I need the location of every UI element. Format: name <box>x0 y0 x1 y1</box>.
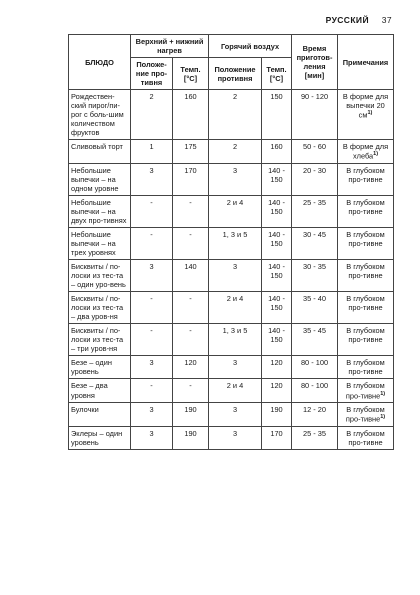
shelf-position-cell: 3 <box>209 260 262 292</box>
shelf-position-header: Положение противня <box>209 58 262 90</box>
time-cell: 30 - 35 <box>292 260 338 292</box>
time-cell: 12 - 20 <box>292 403 338 427</box>
note-text: В глубоком про-тивне <box>346 230 385 249</box>
shelf-position-cell: 3 <box>131 260 173 292</box>
shelf-position-cell: 2 <box>131 90 173 140</box>
time-cell: 35 - 40 <box>292 292 338 324</box>
footnote-marker: 1) <box>367 110 373 117</box>
temperature-cell: - <box>173 379 209 403</box>
time-cell: 90 - 120 <box>292 90 338 140</box>
time-cell: 30 - 45 <box>292 228 338 260</box>
temperature-cell: 140 - 150 <box>262 260 292 292</box>
note-cell <box>338 292 394 324</box>
dish-cell: Булочки <box>69 403 131 427</box>
shelf-position-cell: 3 <box>131 426 173 449</box>
note-text: В глубоком про-тивне <box>345 405 385 424</box>
table-row <box>69 140 394 164</box>
table-row <box>69 228 394 260</box>
note-text: В форме для выпечки 20 см <box>342 92 389 120</box>
shelf-position-cell: 2 и 4 <box>209 195 262 227</box>
temperature-cell: 170 <box>262 426 292 449</box>
temperature-cell: - <box>173 324 209 356</box>
time-cell: 80 - 100 <box>292 379 338 403</box>
time-cell: 20 - 30 <box>292 163 338 195</box>
table-row <box>69 260 394 292</box>
temperature-cell: 140 <box>173 260 209 292</box>
shelf-position-cell: 2 и 4 <box>209 379 262 403</box>
note-text: В глубоком про-тивне <box>346 262 385 281</box>
temperature-cell: 140 - 150 <box>262 163 292 195</box>
temperature-cell: 140 - 150 <box>262 195 292 227</box>
temperature-cell: 175 <box>173 140 209 164</box>
shelf-position-cell: 3 <box>131 356 173 379</box>
dish-cell: Небольшие выпечки – на трех уровнях <box>69 228 131 260</box>
shelf-position-cell: 2 <box>209 90 262 140</box>
temperature-cell: 120 <box>262 379 292 403</box>
shelf-position-cell: - <box>131 292 173 324</box>
note-cell <box>338 379 394 403</box>
footnote-marker: 1) <box>373 151 379 158</box>
dish-cell: Небольшие выпечки – на одном уровне <box>69 163 131 195</box>
shelf-position-cell: 1, 3 и 5 <box>209 324 262 356</box>
note-text: В глубоком про-тивне <box>346 294 385 313</box>
table-row <box>69 403 394 427</box>
temperature-cell: 120 <box>173 356 209 379</box>
note-text: В глубоком про-тивне <box>346 326 385 345</box>
note-text: В глубоком про-тивне <box>345 381 385 400</box>
note-cell <box>338 228 394 260</box>
shelf-position-cell: - <box>131 228 173 260</box>
shelf-position-cell: 3 <box>131 403 173 427</box>
note-cell <box>338 195 394 227</box>
dish-cell: Сливовый торт <box>69 140 131 164</box>
time-cell: 35 - 45 <box>292 324 338 356</box>
temperature-header: Темп. [°C] <box>262 58 292 90</box>
dish-cell: Безе – два уровня <box>69 379 131 403</box>
table-body <box>69 90 394 449</box>
note-text: В форме для хлеба <box>342 142 389 161</box>
note-cell <box>338 90 394 140</box>
shelf-position-header: Положе-ние про-тивня <box>131 58 173 90</box>
temperature-cell: 160 <box>173 90 209 140</box>
dish-header: БЛЮДО <box>69 35 131 90</box>
note-text: В глубоком про-тивне <box>346 197 385 216</box>
note-text: В глубоком про-тивне <box>346 165 385 184</box>
temperature-cell: 190 <box>173 403 209 427</box>
footnote-marker: 1) <box>380 414 386 421</box>
temperature-cell: 120 <box>262 356 292 379</box>
footnote-marker: 1) <box>380 390 386 397</box>
shelf-position-cell: 1 <box>131 140 173 164</box>
temperature-cell: 160 <box>262 140 292 164</box>
note-text: В глубоком про-тивне <box>346 358 385 377</box>
temperature-header: Темп. [°C] <box>173 58 209 90</box>
dish-cell: Бисквиты / по-лоски из тес-та – два уров-ня <box>69 292 131 324</box>
shelf-position-cell: 2 и 4 <box>209 292 262 324</box>
notes-header: Примечания <box>338 35 394 90</box>
dish-cell: Рождествен-ский пирог/пи-рог с боль-шим количеством фруктов <box>69 90 131 140</box>
shelf-position-cell: - <box>131 195 173 227</box>
time-header: Время приготов-ления [мин] <box>292 35 338 90</box>
shelf-position-cell: 3 <box>209 163 262 195</box>
shelf-position-cell: 1, 3 и 5 <box>209 228 262 260</box>
temperature-cell: 170 <box>173 163 209 195</box>
shelf-position-cell: 3 <box>209 356 262 379</box>
table-row <box>69 324 394 356</box>
page-header <box>326 15 392 25</box>
note-text: В глубоком про-тивне <box>346 428 385 447</box>
note-cell <box>338 163 394 195</box>
time-cell: 25 - 35 <box>292 426 338 449</box>
language-label: РУССКИЙ <box>325 15 369 25</box>
dish-cell: Бисквиты / по-лоски из тес-та – три уров-ня <box>69 324 131 356</box>
note-cell <box>338 356 394 379</box>
table-row <box>69 379 394 403</box>
temperature-cell: 140 - 150 <box>262 228 292 260</box>
baking-table <box>68 34 394 450</box>
shelf-position-cell: - <box>131 379 173 403</box>
note-cell <box>338 324 394 356</box>
table-row <box>69 426 394 449</box>
temperature-cell: 190 <box>262 403 292 427</box>
time-cell: 25 - 35 <box>292 195 338 227</box>
table-row <box>69 356 394 379</box>
table-row <box>69 163 394 195</box>
hot-air-header: Горячий воздух <box>209 35 292 58</box>
dish-cell: Эклеры – один уровень <box>69 426 131 449</box>
table-row <box>69 292 394 324</box>
note-cell <box>338 426 394 449</box>
table-row <box>69 90 394 140</box>
temperature-cell: 140 - 150 <box>262 324 292 356</box>
shelf-position-cell: 3 <box>209 403 262 427</box>
temperature-cell: - <box>173 228 209 260</box>
temperature-cell: 190 <box>173 426 209 449</box>
page-number: 37 <box>381 15 392 25</box>
time-cell: 80 - 100 <box>292 356 338 379</box>
top-bottom-heat-header: Верхний + нижний нагрев <box>131 35 209 58</box>
note-cell <box>338 403 394 427</box>
shelf-position-cell: 2 <box>209 140 262 164</box>
note-cell <box>338 260 394 292</box>
temperature-cell: 140 - 150 <box>262 292 292 324</box>
shelf-position-cell: - <box>131 324 173 356</box>
shelf-position-cell: 3 <box>209 426 262 449</box>
header-row-1 <box>69 35 394 58</box>
temperature-cell: 150 <box>262 90 292 140</box>
note-cell <box>338 140 394 164</box>
dish-cell: Безе – один уровень <box>69 356 131 379</box>
temperature-cell: - <box>173 195 209 227</box>
table-row <box>69 195 394 227</box>
time-cell: 50 - 60 <box>292 140 338 164</box>
dish-cell: Бисквиты / по-лоски из тес-та – один уро-вень <box>69 260 131 292</box>
shelf-position-cell: 3 <box>131 163 173 195</box>
temperature-cell: - <box>173 292 209 324</box>
dish-cell: Небольшие выпечки – на двух про-тивнях <box>69 195 131 227</box>
